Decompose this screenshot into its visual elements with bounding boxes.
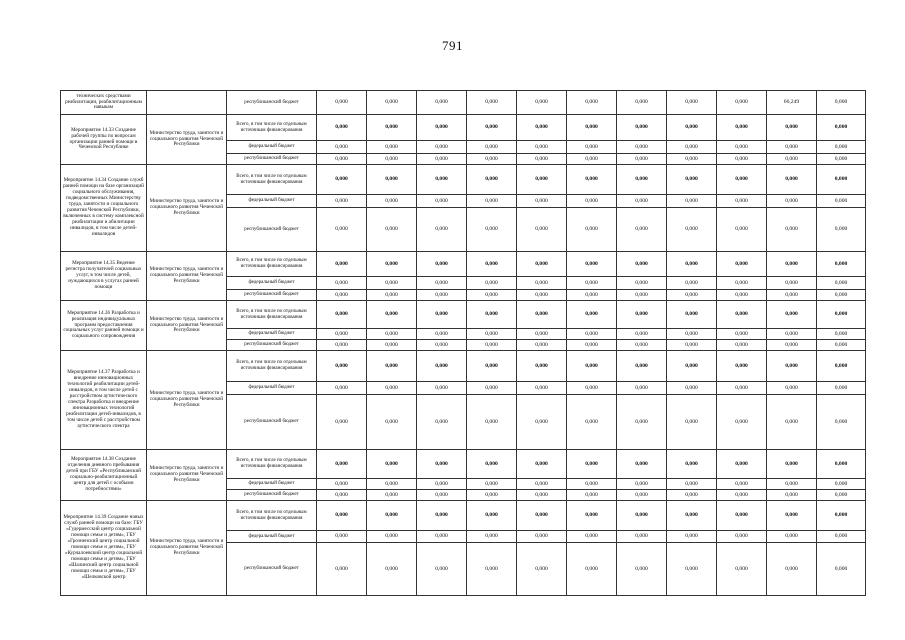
value-cell: 0,000 xyxy=(317,501,367,531)
value-cell: 0,000 xyxy=(417,543,467,596)
value-cell: 0,000 xyxy=(317,195,367,208)
value-cell: 0,000 xyxy=(717,501,767,531)
value-cell: 0,000 xyxy=(767,115,817,141)
value-cell: 0,000 xyxy=(767,301,817,329)
value-cell: 0,000 xyxy=(317,208,367,252)
funding-source: Всего, в том числе по отдельным источникам финансирования xyxy=(227,252,317,277)
value-cell: 0,000 xyxy=(417,351,467,382)
value-cell: 0,000 xyxy=(417,277,467,290)
value-cell: 0,000 xyxy=(567,277,617,290)
value-cell: 0,000 xyxy=(717,115,767,141)
value-cell: 0,000 xyxy=(767,395,817,450)
value-cell: 0,000 xyxy=(767,382,817,395)
value-cell: 0,000 xyxy=(817,141,866,154)
value-cell: 0,000 xyxy=(517,501,567,531)
value-cell: 0,000 xyxy=(767,450,817,479)
funding-source: федеральный бюджет xyxy=(227,382,317,395)
value-cell: 0,000 xyxy=(717,395,767,450)
value-cell: 0,000 xyxy=(567,141,617,154)
value-cell: 0,000 xyxy=(767,543,817,596)
value-cell: 0,000 xyxy=(367,351,417,382)
value-cell: 0,000 xyxy=(367,195,417,208)
value-cell: 0,000 xyxy=(367,154,417,165)
value-cell: 0,000 xyxy=(517,329,567,340)
value-cell: 0,000 xyxy=(767,208,817,252)
value-cell: 0,000 xyxy=(717,290,767,301)
value-cell: 0,000 xyxy=(417,301,467,329)
value-cell: 0,000 xyxy=(567,290,617,301)
value-cell: 0,000 xyxy=(617,501,667,531)
value-cell: 0,000 xyxy=(417,115,467,141)
value-cell: 0,000 xyxy=(817,301,866,329)
value-cell: 0,000 xyxy=(467,543,517,596)
value-cell: 0,000 xyxy=(317,395,367,450)
value-cell: 0,000 xyxy=(517,165,567,195)
value-cell: 0,000 xyxy=(717,351,767,382)
value-cell: 0,000 xyxy=(567,531,617,543)
value-cell: 0,000 xyxy=(467,252,517,277)
value-cell: 0,000 xyxy=(517,301,567,329)
value-cell: 0,000 xyxy=(817,382,866,395)
table-row xyxy=(61,165,866,195)
value-cell: 0,000 xyxy=(767,490,817,501)
value-cell: 0,000 xyxy=(617,543,667,596)
value-cell: 0,000 xyxy=(417,141,467,154)
value-cell: 0,000 xyxy=(517,450,567,479)
value-cell: 0,000 xyxy=(467,290,517,301)
value-cell: 0,000 xyxy=(367,501,417,531)
value-cell: 0,000 xyxy=(467,301,517,329)
value-cell: 0,000 xyxy=(717,277,767,290)
value-cell: 0,000 xyxy=(367,277,417,290)
value-cell: 0,000 xyxy=(767,165,817,195)
value-cell: 0,000 xyxy=(717,195,767,208)
value-cell: 0,000 xyxy=(717,543,767,596)
value-cell: 0,000 xyxy=(717,479,767,490)
value-cell: 0,000 xyxy=(567,91,617,115)
value-cell: 0,000 xyxy=(767,531,817,543)
value-cell: 0,000 xyxy=(817,531,866,543)
value-cell: 0,000 xyxy=(567,252,617,277)
executor-cell: Министерство труда, занятости и социального развития Чеченской Республики xyxy=(147,115,227,165)
value-cell: 0,000 xyxy=(567,154,617,165)
value-cell: 0,000 xyxy=(717,450,767,479)
value-cell: 0,000 xyxy=(517,490,567,501)
value-cell: 0,000 xyxy=(567,115,617,141)
value-cell: 0,000 xyxy=(667,351,717,382)
value-cell: 0,000 xyxy=(317,329,367,340)
value-cell: 0,000 xyxy=(667,450,717,479)
value-cell: 0,000 xyxy=(367,115,417,141)
value-cell: 0,000 xyxy=(717,252,767,277)
funding-source: республиканский бюджет xyxy=(227,395,317,450)
value-cell: 0,000 xyxy=(517,290,567,301)
table-row xyxy=(61,91,866,115)
value-cell: 0,000 xyxy=(367,252,417,277)
value-cell: 0,000 xyxy=(717,340,767,351)
value-cell: 0,000 xyxy=(467,351,517,382)
value-cell: 0,000 xyxy=(817,208,866,252)
value-cell: 0,000 xyxy=(567,382,617,395)
value-cell: 0,000 xyxy=(317,141,367,154)
value-cell: 0,000 xyxy=(517,252,567,277)
value-cell: 0,000 xyxy=(817,340,866,351)
value-cell: 0,000 xyxy=(617,479,667,490)
value-cell: 0,000 xyxy=(667,165,717,195)
value-cell: 0,000 xyxy=(717,490,767,501)
value-cell: 0,000 xyxy=(667,91,717,115)
table-row xyxy=(61,501,866,531)
funding-source: республиканский бюджет xyxy=(227,208,317,252)
value-cell: 0,000 xyxy=(467,154,517,165)
value-cell: 0,000 xyxy=(767,154,817,165)
value-cell: 0,000 xyxy=(317,154,367,165)
value-cell: 0,000 xyxy=(317,290,367,301)
measure-name: Мероприятие 14.39 Создание новых служб ранней помощи на базе: ГБУ «Гудермесский центр социальной помощи семье и детям», ГБУ «Грозненский центр социальной помощи семье и детям», ГБУ «Курчалоевский центр социальной помощи семье и детям», ГБУ «Шалинский центр социальной помощи семье и детям», ГБУ «Шелковской центр xyxy=(61,501,147,596)
table-row xyxy=(61,450,866,479)
value-cell: 0,000 xyxy=(617,290,667,301)
value-cell: 0,000 xyxy=(817,329,866,340)
value-cell: 0,000 xyxy=(317,277,367,290)
value-cell: 0,000 xyxy=(567,450,617,479)
value-cell: 0,000 xyxy=(567,490,617,501)
funding-source: республиканский бюджет xyxy=(227,91,317,115)
value-cell: 0,000 xyxy=(317,91,367,115)
value-cell: 0,000 xyxy=(417,501,467,531)
value-cell: 0,000 xyxy=(517,115,567,141)
value-cell: 0,000 xyxy=(667,195,717,208)
table-body xyxy=(61,91,866,596)
value-cell: 0,000 xyxy=(667,501,717,531)
value-cell: 0,000 xyxy=(667,301,717,329)
value-cell: 0,000 xyxy=(517,395,567,450)
value-cell: 0,000 xyxy=(767,479,817,490)
funding-source: республиканский бюджет xyxy=(227,340,317,351)
table-row xyxy=(61,301,866,329)
value-cell: 0,000 xyxy=(667,543,717,596)
value-cell: 0,000 xyxy=(617,301,667,329)
funding-source: республиканский бюджет xyxy=(227,543,317,596)
value-cell: 0,000 xyxy=(417,382,467,395)
value-cell: 0,000 xyxy=(317,252,367,277)
table-row xyxy=(61,115,866,141)
value-cell: 0,000 xyxy=(817,543,866,596)
measure-name: технических средствами реабилитации, реабилитационным навыкам xyxy=(61,91,147,115)
value-cell: 0,000 xyxy=(467,91,517,115)
measure-name: Мероприятие 14.36 Разработка и реализация индивидуальных программ предоставления социальных услуг ранней помощи и социального сопровождения xyxy=(61,301,147,351)
value-cell: 0,000 xyxy=(617,165,667,195)
value-cell: 0,000 xyxy=(367,450,417,479)
value-cell: 0,000 xyxy=(467,195,517,208)
value-cell: 0,000 xyxy=(367,543,417,596)
funding-source: федеральный бюджет xyxy=(227,195,317,208)
value-cell: 0,000 xyxy=(417,531,467,543)
value-cell: 0,000 xyxy=(767,195,817,208)
funding-source: федеральный бюджет xyxy=(227,329,317,340)
value-cell: 0,000 xyxy=(767,290,817,301)
value-cell: 0,000 xyxy=(567,340,617,351)
value-cell: 0,000 xyxy=(367,290,417,301)
value-cell: 0,000 xyxy=(567,329,617,340)
value-cell: 0,000 xyxy=(517,91,567,115)
value-cell: 0,000 xyxy=(367,141,417,154)
executor-cell: Министерство труда, занятости и социального развития Чеченской Республики xyxy=(147,301,227,351)
funding-source: республиканский бюджет xyxy=(227,290,317,301)
value-cell: 0,000 xyxy=(617,252,667,277)
executor-cell: Министерство труда, занятости и социального развития Чеченской Республики xyxy=(147,252,227,301)
value-cell: 0,000 xyxy=(567,543,617,596)
funding-source: Всего, в том числе по отдельным источникам финансирования xyxy=(227,501,317,531)
executor-cell: Министерство труда, занятости и социального развития Чеченской Республики xyxy=(147,165,227,252)
value-cell: 0,000 xyxy=(367,208,417,252)
value-cell: 0,000 xyxy=(417,450,467,479)
value-cell: 0,000 xyxy=(667,395,717,450)
value-cell: 0,000 xyxy=(467,531,517,543)
value-cell: 0,000 xyxy=(517,195,567,208)
value-cell: 0,000 xyxy=(417,479,467,490)
value-cell: 0,000 xyxy=(417,252,467,277)
value-cell: 0,000 xyxy=(367,490,417,501)
value-cell: 0,000 xyxy=(767,141,817,154)
value-cell: 0,000 xyxy=(517,531,567,543)
table-row xyxy=(61,351,866,382)
funding-source: республиканский бюджет xyxy=(227,490,317,501)
value-cell: 0,000 xyxy=(467,382,517,395)
value-cell: 0,000 xyxy=(817,277,866,290)
value-cell: 0,000 xyxy=(817,479,866,490)
value-cell: 0,000 xyxy=(617,450,667,479)
value-cell: 0,000 xyxy=(317,301,367,329)
value-cell: 0,000 xyxy=(617,531,667,543)
value-cell: 0,000 xyxy=(667,154,717,165)
budget-table xyxy=(60,90,866,596)
value-cell: 0,000 xyxy=(717,329,767,340)
value-cell: 0,000 xyxy=(567,195,617,208)
value-cell: 0,000 xyxy=(467,329,517,340)
value-cell: 0,000 xyxy=(617,141,667,154)
value-cell: 0,000 xyxy=(367,479,417,490)
value-cell: 0,000 xyxy=(817,115,866,141)
funding-source: федеральный бюджет xyxy=(227,479,317,490)
value-cell: 0,000 xyxy=(517,351,567,382)
value-cell: 0,000 xyxy=(617,340,667,351)
value-cell: 0,000 xyxy=(517,141,567,154)
funding-source: Всего, в том числе по отдельным источникам финансирования xyxy=(227,351,317,382)
executor-cell: Министерство труда, занятости и социального развития Чеченской Республики xyxy=(147,351,227,450)
value-cell: 0,000 xyxy=(717,208,767,252)
value-cell: 0,000 xyxy=(667,479,717,490)
value-cell: 0,000 xyxy=(717,382,767,395)
value-cell: 0,000 xyxy=(617,351,667,382)
value-cell: 0,000 xyxy=(367,382,417,395)
value-cell: 0,000 xyxy=(567,479,617,490)
value-cell: 0,000 xyxy=(817,91,866,115)
value-cell: 0,000 xyxy=(467,395,517,450)
value-cell: 0,000 xyxy=(417,154,467,165)
measure-name: Мероприятие 14.33 Создание рабочей группы по вопросам организации ранней помощи в Чеченской Республике xyxy=(61,115,147,165)
value-cell: 0,000 xyxy=(667,115,717,141)
value-cell: 0,000 xyxy=(567,395,617,450)
executor-cell: Министерство труда, занятости и социального развития Чеченской Республики xyxy=(147,501,227,596)
value-cell: 0,000 xyxy=(317,351,367,382)
value-cell: 0,000 xyxy=(517,340,567,351)
funding-source: федеральный бюджет xyxy=(227,277,317,290)
funding-source: Всего, в том числе по отдельным источникам финансирования xyxy=(227,165,317,195)
value-cell: 0,000 xyxy=(317,165,367,195)
value-cell: 0,000 xyxy=(667,531,717,543)
value-cell: 0,000 xyxy=(467,479,517,490)
value-cell: 0,000 xyxy=(517,277,567,290)
value-cell: 0,000 xyxy=(417,208,467,252)
value-cell: 0,000 xyxy=(517,479,567,490)
value-cell: 0,000 xyxy=(817,165,866,195)
value-cell: 0,000 xyxy=(467,501,517,531)
value-cell: 0,000 xyxy=(767,329,817,340)
value-cell: 0,000 xyxy=(617,195,667,208)
value-cell: 0,000 xyxy=(817,450,866,479)
funding-source: федеральный бюджет xyxy=(227,531,317,543)
value-cell: 0,000 xyxy=(467,490,517,501)
value-cell: 0,000 xyxy=(517,154,567,165)
value-cell: 0,000 xyxy=(817,195,866,208)
measure-name: Мероприятие 14.35 Ведение регистра получателей социальных услуг, в том числе детей, нуждающихся в услугах ранней помощи xyxy=(61,252,147,301)
value-cell: 0,000 xyxy=(417,395,467,450)
value-cell: 0,000 xyxy=(317,543,367,596)
value-cell: 0,000 xyxy=(317,490,367,501)
funding-source: Всего, в том числе по отдельным источникам финансирования xyxy=(227,301,317,329)
value-cell: 0,000 xyxy=(467,115,517,141)
value-cell: 0,000 xyxy=(467,141,517,154)
value-cell: 0,000 xyxy=(617,490,667,501)
value-cell: 0,000 xyxy=(317,479,367,490)
value-cell: 0,000 xyxy=(667,490,717,501)
funding-source: федеральный бюджет xyxy=(227,141,317,154)
value-cell: 0,000 xyxy=(417,290,467,301)
measure-name: Мероприятие 14.38 Создание отделения дневного пребывания детей при ГБУ «Республиканский социально-реабилитационный центр для детей с особыми потребностями» xyxy=(61,450,147,501)
value-cell: 0,000 xyxy=(367,395,417,450)
page-number: 791 xyxy=(442,38,463,53)
value-cell: 0,000 xyxy=(667,382,717,395)
table-row xyxy=(61,252,866,277)
value-cell: 0,000 xyxy=(817,351,866,382)
value-cell: 0,000 xyxy=(467,277,517,290)
value-cell: 0,000 xyxy=(467,450,517,479)
value-cell: 0,000 xyxy=(617,329,667,340)
value-cell: 0,000 xyxy=(317,115,367,141)
value-cell: 66,249 xyxy=(767,91,817,115)
value-cell: 0,000 xyxy=(767,277,817,290)
value-cell: 0,000 xyxy=(817,290,866,301)
executor-cell: Министерство труда, занятости и социального развития Чеченской Республики xyxy=(147,450,227,501)
funding-source: Всего, в том числе по отдельным источникам финансирования xyxy=(227,115,317,141)
value-cell: 0,000 xyxy=(617,277,667,290)
value-cell: 0,000 xyxy=(567,165,617,195)
measure-name: Мероприятие 14.37 Разработка и внедрение инновационных технологий реабилитации детей-инвалидов, в том числе детей с расстройством аутистического спектра Разработка и внедрение инновационных технологий реабилитации детей-инвалидов, в том числе детей с расстройством аутистического спектра xyxy=(61,351,147,450)
value-cell: 0,000 xyxy=(767,351,817,382)
value-cell: 0,000 xyxy=(367,340,417,351)
value-cell: 0,000 xyxy=(617,208,667,252)
value-cell: 0,000 xyxy=(717,141,767,154)
value-cell: 0,000 xyxy=(617,91,667,115)
value-cell: 0,000 xyxy=(367,329,417,340)
value-cell: 0,000 xyxy=(317,340,367,351)
value-cell: 0,000 xyxy=(817,501,866,531)
value-cell: 0,000 xyxy=(317,531,367,543)
value-cell: 0,000 xyxy=(667,277,717,290)
value-cell: 0,000 xyxy=(567,208,617,252)
value-cell: 0,000 xyxy=(567,501,617,531)
value-cell: 0,000 xyxy=(517,208,567,252)
value-cell: 0,000 xyxy=(417,329,467,340)
value-cell: 0,000 xyxy=(817,252,866,277)
value-cell: 0,000 xyxy=(517,543,567,596)
value-cell: 0,000 xyxy=(667,252,717,277)
value-cell: 0,000 xyxy=(617,395,667,450)
measure-name: Мероприятие 14.34 Создание служб ранней помощи на базе организаций социального обслуживания, подведомственных Министерству труда, занятости и социального развития Чеченской Республики, включенных в систему комплексной реабилитации и абилитации инвалидов, в том числе детей-инвалидов xyxy=(61,165,147,252)
value-cell: 0,000 xyxy=(417,195,467,208)
value-cell: 0,000 xyxy=(567,301,617,329)
value-cell: 0,000 xyxy=(617,115,667,141)
value-cell: 0,000 xyxy=(417,340,467,351)
value-cell: 0,000 xyxy=(317,382,367,395)
value-cell: 0,000 xyxy=(717,91,767,115)
value-cell: 0,000 xyxy=(617,154,667,165)
value-cell: 0,000 xyxy=(717,154,767,165)
value-cell: 0,000 xyxy=(367,301,417,329)
value-cell: 0,000 xyxy=(417,490,467,501)
value-cell: 0,000 xyxy=(417,165,467,195)
value-cell: 0,000 xyxy=(367,165,417,195)
value-cell: 0,000 xyxy=(767,501,817,531)
value-cell: 0,000 xyxy=(817,490,866,501)
value-cell: 0,000 xyxy=(817,395,866,450)
value-cell: 0,000 xyxy=(467,340,517,351)
value-cell: 0,000 xyxy=(717,165,767,195)
value-cell: 0,000 xyxy=(667,329,717,340)
value-cell: 0,000 xyxy=(417,91,467,115)
value-cell: 0,000 xyxy=(667,290,717,301)
value-cell: 0,000 xyxy=(567,351,617,382)
value-cell: 0,000 xyxy=(767,340,817,351)
value-cell: 0,000 xyxy=(667,208,717,252)
value-cell: 0,000 xyxy=(817,154,866,165)
value-cell: 0,000 xyxy=(717,531,767,543)
value-cell: 0,000 xyxy=(717,301,767,329)
value-cell: 0,000 xyxy=(667,340,717,351)
value-cell: 0,000 xyxy=(367,91,417,115)
value-cell: 0,000 xyxy=(617,382,667,395)
executor-cell xyxy=(147,91,227,115)
funding-source: Всего, в том числе по отдельным источникам финансирования xyxy=(227,450,317,479)
value-cell: 0,000 xyxy=(767,252,817,277)
value-cell: 0,000 xyxy=(467,208,517,252)
value-cell: 0,000 xyxy=(367,531,417,543)
value-cell: 0,000 xyxy=(517,382,567,395)
value-cell: 0,000 xyxy=(317,450,367,479)
value-cell: 0,000 xyxy=(667,141,717,154)
funding-source: республиканский бюджет xyxy=(227,154,317,165)
value-cell: 0,000 xyxy=(467,165,517,195)
